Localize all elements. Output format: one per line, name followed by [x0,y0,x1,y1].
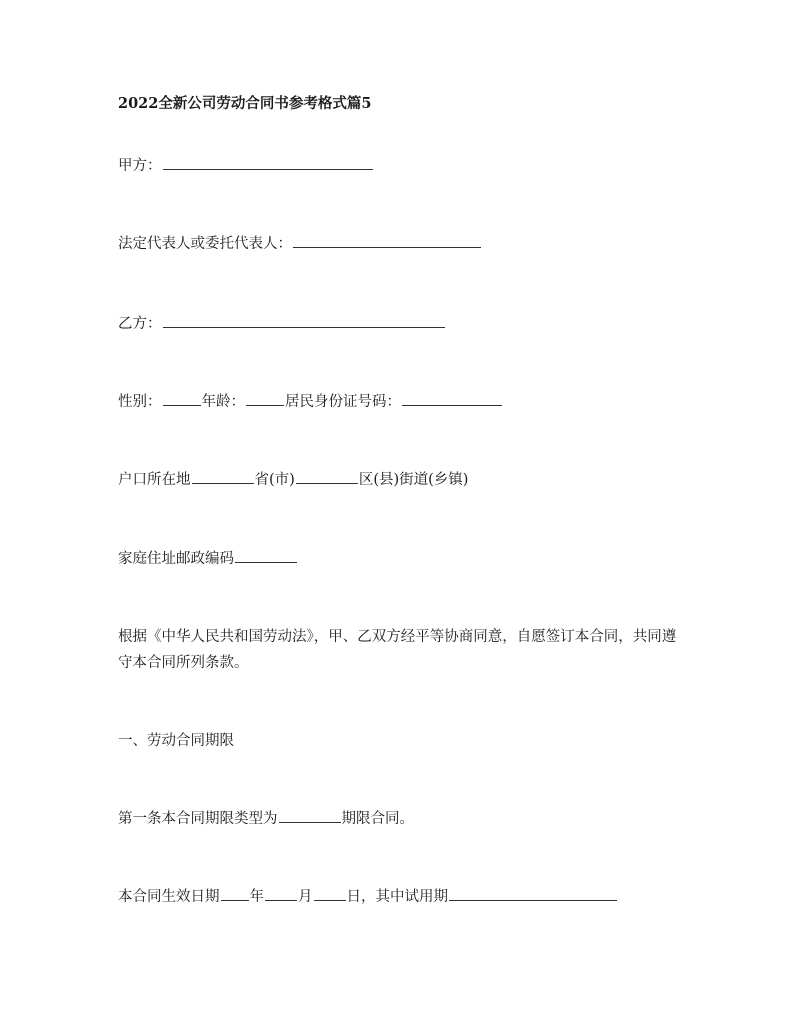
hukou-province-blank[interactable] [192,467,254,484]
address-label: 家庭住址邮政编码 [118,551,234,567]
effective-prefix: 本合同生效日期 [118,889,220,905]
age-blank[interactable] [246,389,284,406]
hukou-label: 户口所在地 [118,472,191,488]
month-label: 月 [298,889,313,905]
party-a-line [118,153,374,178]
party-a-blank[interactable] [163,153,373,170]
probation-blank[interactable] [449,884,617,901]
hukou-line [118,467,468,492]
id-label: 居民身份证号码： [285,394,401,410]
gender-blank[interactable] [163,389,201,406]
party-b-blank[interactable] [163,311,445,328]
personal-info-line [118,389,503,414]
province-label: 省(市) [254,472,295,488]
legal-rep-label: 法定代表人或委托代表人： [118,236,292,252]
month-blank[interactable] [265,884,297,901]
postal-code-blank[interactable] [235,546,297,563]
preamble-paragraph: 根据《中华人民共和国劳动法》，甲、乙双方经平等协商同意，自愿签订本合同，共同遵守本合同所列条款。 [118,629,677,671]
party-a-label: 甲方： [118,158,162,174]
article1-line [118,806,414,831]
hukou-district-blank[interactable] [296,467,358,484]
contract-type-blank[interactable] [279,806,341,823]
document-title: 2022全新公司劳动合同书参考格式篇5 [118,95,372,112]
id-blank[interactable] [402,389,502,406]
address-line [118,546,298,571]
party-b-line [118,311,446,336]
section1-heading: 一、劳动合同期限 [118,733,234,749]
article1-prefix: 第一条本合同期限类型为 [118,811,278,827]
year-label: 年 [249,889,264,905]
age-label: 年龄： [201,394,245,410]
legal-rep-line [118,231,482,256]
day-label: 日，其中试用期 [346,889,448,905]
party-b-label: 乙方： [118,316,162,332]
day-blank[interactable] [314,884,346,901]
legal-rep-blank[interactable] [293,231,481,248]
effective-date-line [118,884,618,909]
article1-suffix: 期限合同。 [341,811,414,827]
gender-label: 性别： [118,394,162,410]
district-label: 区(县)街道(乡镇) [358,472,469,488]
year-blank[interactable] [221,884,249,901]
